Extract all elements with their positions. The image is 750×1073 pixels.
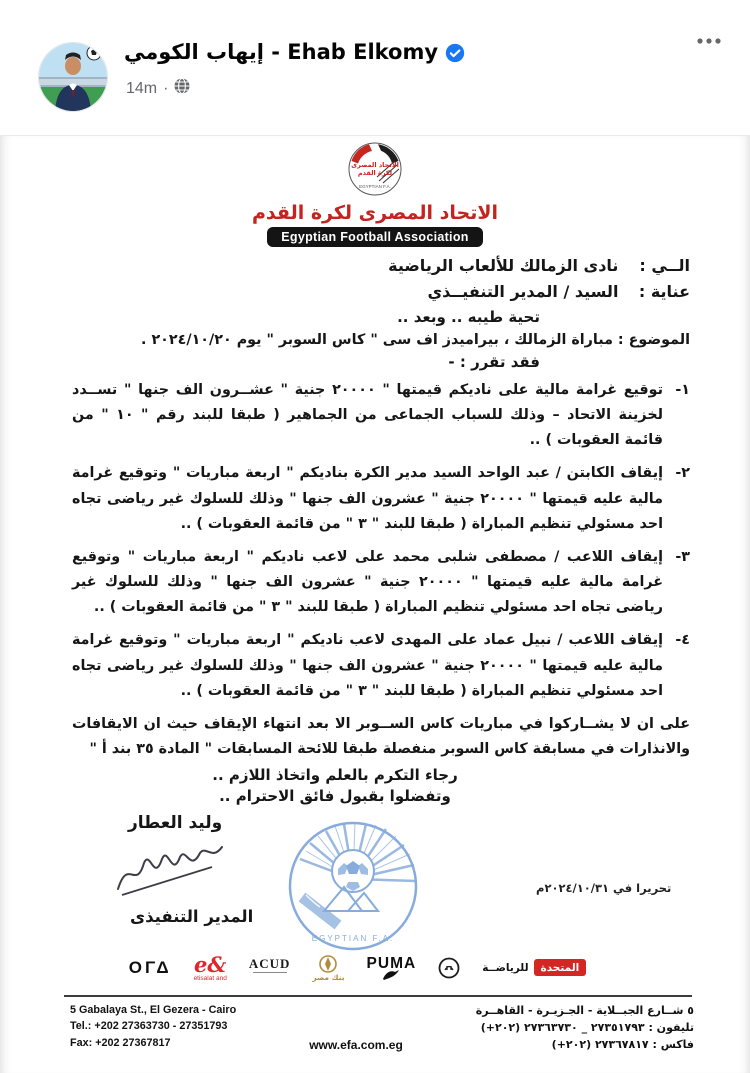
author-name[interactable]: إيهاب الكومي - Ehab Elkomy [124,40,439,64]
to-label: الــي : [639,256,690,275]
sponsor-logo-circle [438,957,460,979]
decision-item-3 [72,545,690,620]
post-menu-button[interactable] [690,28,728,55]
letter-date-note: تحريرا في ٢٠٢٤/١٠/٣١م [536,880,672,895]
united-sports-red-badge: المتحدة [534,959,587,976]
letter-decided: فقد تقرر : - [448,353,540,371]
svg-text:EGYPTIAN F.A.: EGYPTIAN F.A. [311,933,395,943]
acud-logo-text: ACUD [248,956,291,972]
decision-number: ٢- [675,465,690,482]
circle-emblem-icon [438,957,460,979]
post-header [0,0,750,135]
org-title-banner: Egyptian Football Association [267,227,482,247]
letter-subject: الموضوع : مباراة الزمالك ، بيراميدز اف سى " كاس السوبر " يوم ٢٠٢٤/١٠/٢٠ . [141,332,690,348]
ellipsis-icon [696,36,722,46]
sponsor-logo-united-sports [482,959,586,976]
letter-note: على ان لا يشــاركوا في مباريات كاس الســوبر الا بعد انتهاء الإيقاف حيث ان الايقافات والانذارات في مسابقة كاس السوبر منفصلة طبقا للائحة المسابقات " المادة ٣٥ بند أ " [72,715,690,758]
sponsor-logo-etisalat [193,951,227,983]
decision-item-1 [72,378,690,453]
letter-body [72,256,690,805]
to-value: نادى الزمالك للألعاب الرياضية [388,256,619,275]
document-header [0,136,750,247]
sponsor-logo-puma [367,956,417,980]
puma-logo-text: PUMA [366,955,417,972]
letter-to-line [72,256,690,275]
signatory-title: المدير التنفيذى [130,906,254,926]
post-meta [126,78,190,99]
decision-text: إيقاف اللاعب / مصطفى شلبى محمد على لاعب ناديكم " اربعة مباريات " وتوقيع غرامة مالية عليه قيمتها " ٢٠٠٠٠ جنية " عشرون الف جنها " وذلك للسلوك غير رياضى تجاه احد مسئولي تنظيم المباراة ( طبقا للبند " ٣ " من قائمة العقوبات ) .. [72,548,664,616]
footer-divider [64,995,692,997]
author-avatar[interactable] [38,42,108,112]
footer-contacts [70,1002,694,1053]
globe-icon [174,78,190,99]
united-sports-black-text: للرياضــة [482,961,529,974]
signatory-name: وليد العطار [128,812,223,833]
sponsor-logo-banque-misr [312,954,344,982]
decision-number: ٤- [675,632,690,649]
footer-tel-ar: تليفون : ٢٧٣٥١٧٩٣ _ ٢٧٣٦٣٧٣٠ (٢٠٢+) [480,1020,694,1034]
banque-misr-text: بنك مصر [312,973,345,982]
ora-logo-text: OΓΔ [128,958,172,978]
signature-icon [112,841,232,899]
footer-tel-en: Tel.: +202 27363730 - 27351793 [70,1020,228,1033]
org-title-arabic: الاتحاد المصرى لكرة القدم [252,202,498,224]
svg-text:الاتحاد المصرى: الاتحاد المصرى [351,161,399,169]
footer-address-en: 5 Gabalaya St., El Gezera - Cairo [70,1003,237,1016]
efa-stamp-icon [286,819,420,953]
post-timestamp[interactable]: 14m [126,79,158,97]
footer-contact-english [70,1002,236,1052]
attn-label: عناية : [638,282,690,301]
svg-text:لكرة القدم: لكرة القدم [357,169,393,177]
acud-sub-lines [253,972,287,978]
footer-contact-arabic [476,1002,694,1053]
meta-separator: · [163,79,169,97]
decision-item-4 [72,628,690,703]
footer-fax-en: Fax: +202 27367817 [70,1037,171,1050]
svg-text:EGYPTIAN F.A.: EGYPTIAN F.A. [359,184,391,189]
etisalat-logo-text: e& [194,951,227,977]
letter-greeting: تحية طيبه .. وبعد .. [397,308,540,326]
decision-text: إيقاف الكابتن / عبد الواحد السيد مدير الكرة بناديكم " اربعة مباريات " وتوقيع غرامة مالية عليه قيمتها " ٢٠٠٠٠ جنية " عشرون الف جنها " وذلك للسلوك غير رياضى تجاه احد مسئولي تنظيم المباراة ( طبقا للبند " ٣ " من قائمة العقوبات ) .. [72,465,663,532]
decision-text: إيقاف اللاعب / نبيل عماد على المهدى لاعب ناديكم " اربعة مباريات " وتوقيع غرامة مالية عليه قيمتها " ٢٠٠٠٠ جنية " عشرون الف جنها " وذلك للسلوك غير رياضى تجاه احد مسئولي تنظيم المباراة ( طبقا للبند " ٣ " من قائمة العقوبات ) .. [72,632,663,699]
signature-area [0,813,750,941]
sponsor-logo-acud [249,957,291,978]
letter-attn-line [72,282,690,301]
letter-closing-2: وتفضلوا بقبول فائق الاحترام .. [219,786,451,805]
letter-closing-1: رجاء التكرم بالعلم واتخاذ اللازم .. [212,765,458,784]
decision-item-2 [72,461,690,536]
sponsor-logo-ora [129,959,172,976]
efa-logo-icon [345,141,405,197]
banque-misr-emblem-icon [318,954,338,974]
footer-address-ar: ٥ شــارع الجبــلاية - الجـزيـرة - القاهــرة [475,1003,694,1017]
footer-website: www.efa.com.eg [309,1037,403,1052]
decision-text: توقيع غرامة مالية على ناديكم قيمتها " ٢٠٠٠٠ جنية " عشــرون الف جنها " تســدد لخزينة الاتحاد – وذلك للسباب الجماعى من الجماهير ( طبقا للبند رقم " ١٠ " من قائمة العقوبات ) .. [72,382,663,449]
avatar-image [39,43,107,111]
etisalat-sub-text: etisalat and [193,974,227,982]
document-photo[interactable] [0,135,750,1073]
verified-badge-icon [445,43,465,63]
decision-number: ١- [675,382,690,398]
decision-number: ٣- [675,548,690,565]
attn-value: السيد / المدير التنفيــذي [427,282,619,301]
footer-fax-ar: فاكس : ٢٧٣٦٧٨١٧ (٢٠٢+) [551,1037,694,1051]
